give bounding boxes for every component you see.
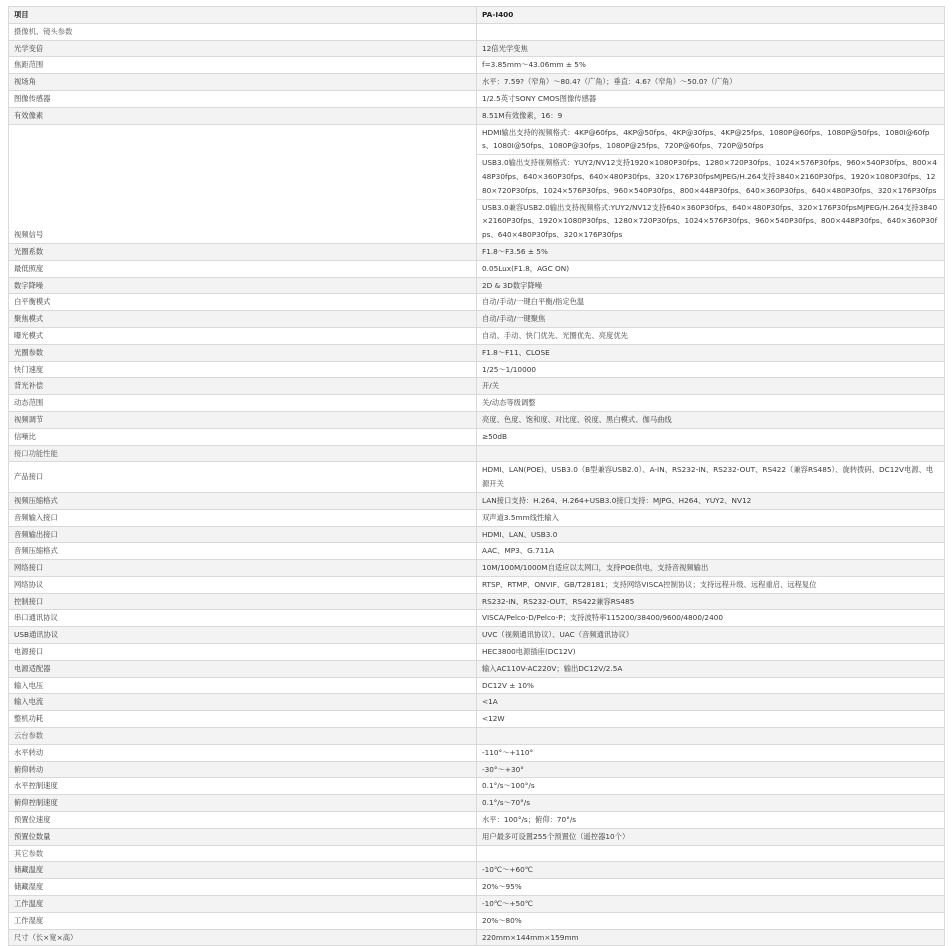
spec-value: 220mm×144mm×159mm: [477, 929, 945, 946]
section-title: 摄像机、镜头参数: [9, 23, 477, 40]
spec-label: 储藏湿度: [9, 879, 477, 896]
spec-label: 视频信号: [9, 124, 477, 243]
spec-label: 音频输出接口: [9, 526, 477, 543]
spec-value: 亮度、色度、饱和度、对比度、锐度、黑白模式、伽马曲线: [477, 411, 945, 428]
spec-row: [9, 243, 945, 260]
spec-value: 10M/100M/1000M自适应以太网口，支持POE供电，支持音视频输出: [477, 560, 945, 577]
spec-row: [9, 677, 945, 694]
spec-row: [9, 107, 945, 124]
header-model-label: PA-I400: [477, 7, 945, 24]
spec-label: 工作温度: [9, 896, 477, 913]
spec-value: <12W: [477, 711, 945, 728]
section-empty-cell: [477, 445, 945, 462]
spec-value: F1.8～F3.56 ± 5%: [477, 243, 945, 260]
section-empty-cell: [477, 23, 945, 40]
spec-label: 曝光模式: [9, 327, 477, 344]
header-item-label: 项目: [9, 7, 477, 24]
section-title: 其它参数: [9, 845, 477, 862]
spec-value: HEC3800电源插座(DC12V): [477, 644, 945, 661]
spec-value: F1.8～F11、CLOSE: [477, 344, 945, 361]
spec-label: 白平衡模式: [9, 294, 477, 311]
spec-row: [9, 74, 945, 91]
spec-label: 信噪比: [9, 428, 477, 445]
spec-label: 水平控制速度: [9, 778, 477, 795]
spec-value: UVC（视频通讯协议）、UAC（音频通讯协议）: [477, 627, 945, 644]
section-empty-cell: [477, 845, 945, 862]
spec-value: -10℃～+50℃: [477, 896, 945, 913]
spec-label: 视场角: [9, 74, 477, 91]
spec-row: [9, 124, 945, 243]
spec-value: 自动/手动/一键聚焦: [477, 311, 945, 328]
spec-row: [9, 327, 945, 344]
section-row: [9, 845, 945, 862]
spec-label: USB通讯协议: [9, 627, 477, 644]
spec-value: ≥50dB: [477, 428, 945, 445]
spec-value: 0.1°/s～100°/s: [477, 778, 945, 795]
spec-value: 开/关: [477, 378, 945, 395]
spec-value: 20%～80%: [477, 912, 945, 929]
spec-row: [9, 361, 945, 378]
spec-row: [9, 593, 945, 610]
spec-label: 数字降噪: [9, 277, 477, 294]
spec-row: [9, 90, 945, 107]
spec-value: RTSP、RTMP、ONVIF、GB/T28181；支持网络VISCA控制协议；支持远程升级、远程重启、远程复位: [477, 576, 945, 593]
spec-label: 有效像素: [9, 107, 477, 124]
spec-value: 0.1°/s～70°/s: [477, 795, 945, 812]
spec-value: <1A: [477, 694, 945, 711]
spec-row: [9, 576, 945, 593]
section-row: [9, 728, 945, 745]
spec-label: 整机功耗: [9, 711, 477, 728]
spec-row: [9, 509, 945, 526]
spec-row: [9, 40, 945, 57]
spec-row: [9, 344, 945, 361]
spec-label: 产品接口: [9, 462, 477, 493]
spec-label: 输入电压: [9, 677, 477, 694]
spec-value: 1/25～1/10000: [477, 361, 945, 378]
spec-label: 视频压缩格式: [9, 492, 477, 509]
spec-row: [9, 560, 945, 577]
spec-label: 储藏温度: [9, 862, 477, 879]
spec-row: [9, 543, 945, 560]
spec-label: 预置位数量: [9, 828, 477, 845]
spec-row: [9, 260, 945, 277]
spec-value-line: USB3.0兼容USB2.0输出支持视频格式:YUY2/NV12支持640×360P30fps、640×480P30fps、320×176P30fpsMJPEG/H.264支持3840×2160P30fps、1920×1080P30fps、1280×720P30fps、1024×576P30fps、960×540P30fps、800×448P30fps、640×360P30fps、640×480P30fps、320×176P30fps: [482, 202, 938, 240]
spec-row: [9, 929, 945, 946]
spec-label: 光圈系数: [9, 243, 477, 260]
spec-row: [9, 694, 945, 711]
spec-value: -110°～+110°: [477, 744, 945, 761]
spec-label: 快门速度: [9, 361, 477, 378]
spec-row: [9, 644, 945, 661]
spec-row: [9, 896, 945, 913]
section-row: [9, 445, 945, 462]
spec-label: 电源适配器: [9, 660, 477, 677]
spec-row: [9, 462, 945, 493]
spec-row: [9, 395, 945, 412]
spec-value: DC12V ± 10%: [477, 677, 945, 694]
spec-table: [8, 6, 945, 946]
spec-label: 网络协议: [9, 576, 477, 593]
spec-value: RS232-IN、RS232-OUT、RS422兼容RS485: [477, 593, 945, 610]
spec-label: 图像传感器: [9, 90, 477, 107]
spec-row: [9, 879, 945, 896]
spec-value: 输入AC110V-AC220V；输出DC12V/2.5A: [477, 660, 945, 677]
spec-row: [9, 795, 945, 812]
spec-label: 网络接口: [9, 560, 477, 577]
spec-row: [9, 378, 945, 395]
spec-row: [9, 761, 945, 778]
spec-value: 1/2.5英寸SONY CMOS图像传感器: [477, 90, 945, 107]
spec-value: 2D & 3D数字降噪: [477, 277, 945, 294]
spec-value: 双声道3.5mm线性输入: [477, 509, 945, 526]
spec-label: 电源接口: [9, 644, 477, 661]
spec-row: [9, 744, 945, 761]
section-title: 接口功能性能: [9, 445, 477, 462]
spec-label: 俯仰转动: [9, 761, 477, 778]
spec-row: [9, 57, 945, 74]
spec-value: VISCA/Pelco-D/Pelco-P；支持波特率115200/38400/9600/4800/2400: [477, 610, 945, 627]
spec-label: 最低照度: [9, 260, 477, 277]
spec-value: 自动/手动/一键白平衡/指定色温: [477, 294, 945, 311]
spec-value: 20%～95%: [477, 879, 945, 896]
spec-label: 视频调节: [9, 411, 477, 428]
spec-value: 自动、手动、快门优先、光圈优先、亮度优先: [477, 327, 945, 344]
spec-row: [9, 862, 945, 879]
spec-row: [9, 660, 945, 677]
spec-value: HDMI、LAN(POE)、USB3.0（B型兼容USB2.0）、A-IN、RS232-IN、RS232-OUT、RS422（兼容RS485）、旋转拨码、DC12V电源、电源开关: [477, 462, 945, 493]
spec-label: 音频输入接口: [9, 509, 477, 526]
spec-value: 用户最多可设置255个预置位（遥控器10个）: [477, 828, 945, 845]
spec-value: 关/动态等级调整: [477, 395, 945, 412]
spec-row: [9, 411, 945, 428]
spec-row: [9, 812, 945, 829]
spec-value-line: HDMI输出支持的视频格式：4KP@60fps、4KP@50fps、4KP@30fps、4KP@25fps、1080P@60fps、1080P@50fps、1080I@60fps、1080I@50fps、1080P@30fps、1080P@25fps、720P@60fps、720P@50fps: [477, 125, 944, 156]
section-title: 云台参数: [9, 728, 477, 745]
spec-label: 俯仰控制速度: [9, 795, 477, 812]
spec-row: [9, 492, 945, 509]
spec-label: 聚焦模式: [9, 311, 477, 328]
spec-value: AAC、MP3、G.711A: [477, 543, 945, 560]
spec-row: [9, 610, 945, 627]
spec-value-group: [477, 124, 945, 243]
spec-row: [9, 778, 945, 795]
spec-value: 水平：7.59?（窄角）～80.4?（广角）；垂直：4.6?（窄角）～50.0?（广角）: [477, 74, 945, 91]
spec-label: 输入电流: [9, 694, 477, 711]
spec-label: 控制接口: [9, 593, 477, 610]
spec-row: [9, 828, 945, 845]
spec-value-line: USB3.0输出支持视频格式：YUY2/NV12支持1920×1080P30fps、1280×720P30fps、1024×576P30fps、960×540P30fps、800×448P30fps、640×360P30fps、640×480P30fps、320×176P30fpsMJPEG/H.264支持3840×2160P30fps、1920×1080P30fps、1280×720P30fps、1024×576P30fps、960×540P30fps、800×448P30fps、640×360P30fps、640×480P30fps、320×176P30fps: [477, 155, 944, 199]
table-header-row: [9, 7, 945, 24]
spec-value: HDMI、LAN、USB3.0: [477, 526, 945, 543]
spec-label: 动态范围: [9, 395, 477, 412]
spec-value: f=3.85mm～43.06mm ± 5%: [477, 57, 945, 74]
spec-value: -30°～+30°: [477, 761, 945, 778]
spec-row: [9, 277, 945, 294]
spec-row: [9, 711, 945, 728]
spec-row: [9, 912, 945, 929]
spec-row: [9, 627, 945, 644]
section-empty-cell: [477, 728, 945, 745]
spec-value: 0.05Lux(F1.8，AGC ON): [477, 260, 945, 277]
spec-row: [9, 294, 945, 311]
section-row: [9, 23, 945, 40]
spec-value: 8.51M有效像素，16：9: [477, 107, 945, 124]
spec-label: 尺寸（长×宽×高）: [9, 929, 477, 946]
spec-label: 预置位速度: [9, 812, 477, 829]
spec-label: 串口通讯协议: [9, 610, 477, 627]
spec-value: 12倍光学变焦: [477, 40, 945, 57]
spec-label: 音频压缩格式: [9, 543, 477, 560]
spec-label: 光学变倍: [9, 40, 477, 57]
spec-label: 水平转动: [9, 744, 477, 761]
spec-value: LAN接口支持：H.264、H.264+USB3.0接口支持：MJPG、H264、YUY2、NV12: [477, 492, 945, 509]
spec-label: 焦距范围: [9, 57, 477, 74]
spec-row: [9, 311, 945, 328]
spec-label: 背光补偿: [9, 378, 477, 395]
spec-value: 水平：100°/s；俯仰：70°/s: [477, 812, 945, 829]
spec-value: -10℃～+60℃: [477, 862, 945, 879]
spec-label: 光圈参数: [9, 344, 477, 361]
spec-row: [9, 428, 945, 445]
spec-row: [9, 526, 945, 543]
spec-label: 工作湿度: [9, 912, 477, 929]
